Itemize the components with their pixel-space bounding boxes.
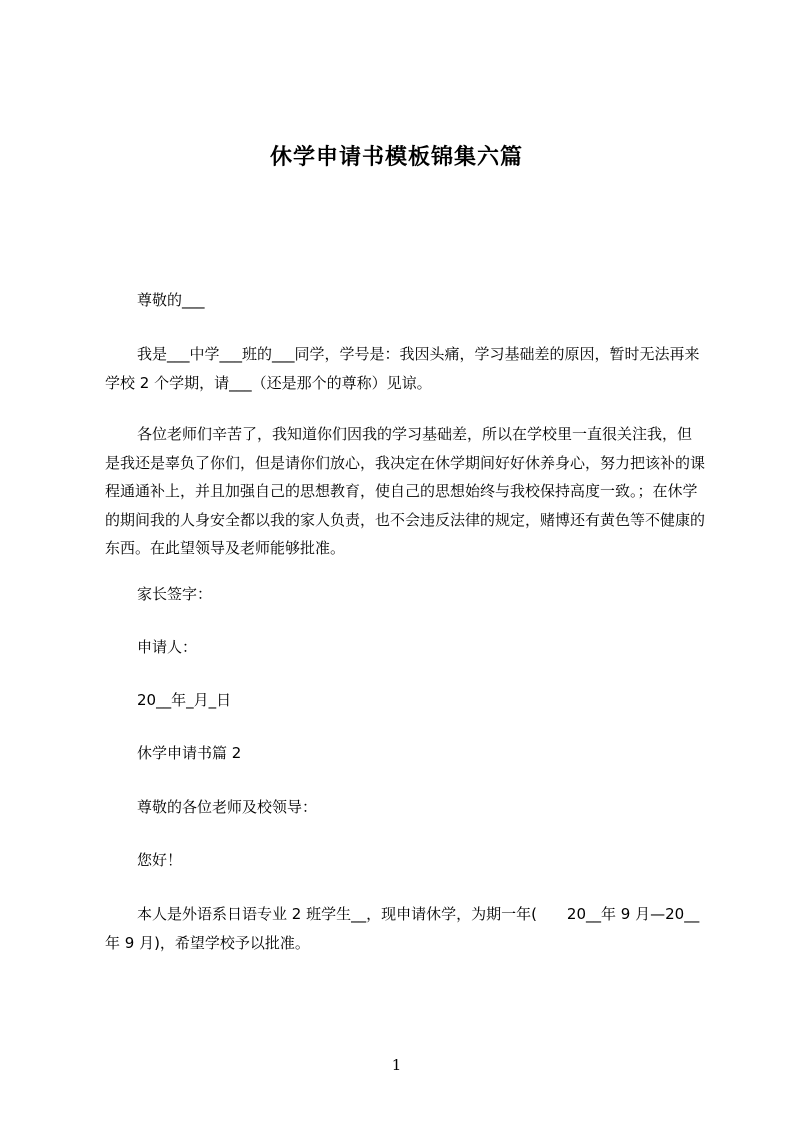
- parent-signature-label: 家长签字：: [137, 585, 213, 603]
- salutation: 尊敬的___: [137, 291, 205, 309]
- date-line: 20__年_月_日: [137, 691, 232, 709]
- document-title: 休学申请书模板锦集六篇: [269, 145, 523, 170]
- page-number: 1: [391, 1056, 402, 1074]
- greeting: 您好！: [137, 851, 183, 869]
- salutation-2: 尊敬的各位老师及校领导：: [137, 798, 318, 816]
- body-paragraph-intro: 我是___中学___班的___同学，学号是：我因头痛，学习基础差的原因，暂时无法再来学校 2 个学期，请___（还是那个的尊称）见谅。: [105, 345, 700, 392]
- section-heading-2: 休学申请书篇 2: [137, 744, 242, 762]
- body-paragraph-2: 本人是外语系日语专业 2 班学生__，现申请休学，为期一年( 20__年 9 月—20__年 9 月)，希望学校予以批准。: [105, 905, 700, 952]
- body-paragraph-main: 各位老师们辛苦了，我知道你们因我的学习基础差，所以在学校里一直很关注我，但是我还是辜负了你们，但是请你们放心，我决定在休学期间好好休养身心，努力把该补的课程通通补上，并且加强自己的思想教育，使自己的思想始终与我校保持高度一致。；在休学的期间我的人身安全都以我的家人负责，也不会违反法律的规定，赌博还有黄色等不健康的东西。在此望领导及老师能够批准。: [105, 425, 706, 557]
- applicant-label: 申请人：: [137, 638, 198, 656]
